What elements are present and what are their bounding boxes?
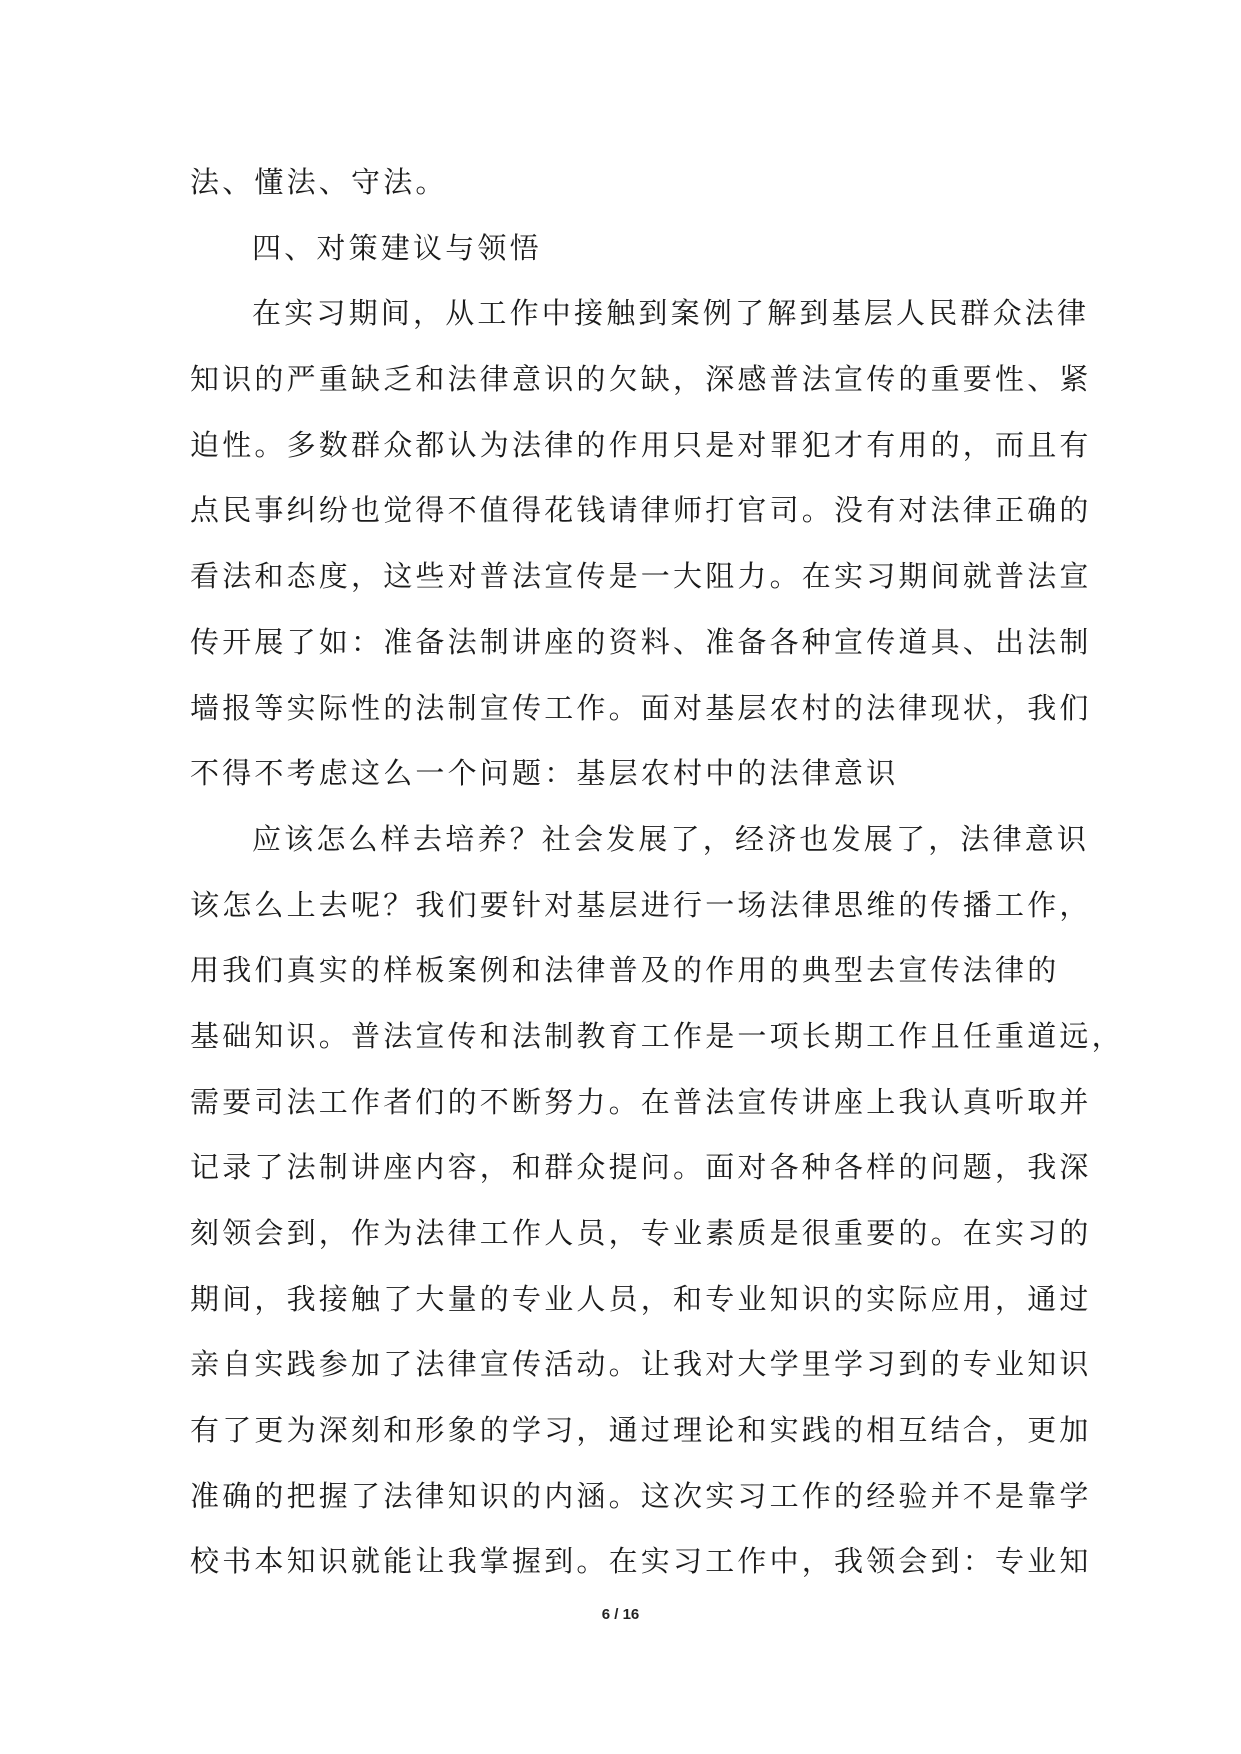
body-text	[190, 150, 1124, 1595]
text-line: 校书本知识就能让我掌握到。在实习工作中，我领会到：专业知	[190, 1544, 1092, 1579]
text-line: 迫性。多数群众都认为法律的作用只是对罪犯才有用的，而且有	[190, 427, 1092, 462]
text-line: 点民事纠纷也觉得不值得花钱请律师打官司。没有对法律正确的	[190, 493, 1092, 528]
text-line: 知识的严重缺乏和法律意识的欠缺，深感普法宣传的重要性、紧	[190, 362, 1092, 397]
text-line: 看法和态度，这些对普法宣传是一大阻力。在实习期间就普法宣	[190, 559, 1092, 594]
text-line: 法、懂法、守法。	[190, 165, 448, 199]
text-line: 传开展了如：准备法制讲座的资料、准备各种宣传道具、出法制	[190, 624, 1092, 659]
section-heading: 四、对策建议与领悟	[252, 230, 542, 265]
text-line: 记录了法制讲座内容，和群众提问。面对各种各样的问题，我深	[190, 1150, 1092, 1185]
text-line: 基础知识。普法宣传和法制教育工作是一项长期工作且任重道远，	[190, 1018, 1124, 1053]
text-line: 该怎么上去呢？我们要针对基层进行一场法律思维的传播工作，	[190, 887, 1092, 922]
text-line: 刻领会到，作为法律工作人员，专业素质是很重要的。在实习的	[190, 1216, 1092, 1250]
text-line: 准确的把握了法律知识的内涵。这次实习工作的经验并不是靠学	[190, 1478, 1092, 1513]
text-line: 亲自实践参加了法律宣传活动。让我对大学里学习到的专业知识	[190, 1347, 1092, 1382]
text-line: 应该怎么样去培养？社会发展了，经济也发展了，法律意识	[252, 821, 1090, 856]
text-line: 不得不考虑这么一个问题：基层农村中的法律意识	[190, 756, 899, 791]
text-line: 期间，我接触了大量的专业人员，和专业知识的实际应用，通过	[190, 1281, 1092, 1316]
text-line: 用我们真实的样板案例和法律普及的作用的典型去宣传法律的	[190, 953, 1060, 988]
text-line: 有了更为深刻和形象的学习，通过理论和实践的相互结合，更加	[190, 1413, 1092, 1448]
text-line: 需要司法工作者们的不断努力。在普法宣传讲座上我认真听取并	[190, 1084, 1092, 1119]
page-number: 6 / 16	[601, 1606, 640, 1623]
text-line: 在实习期间，从工作中接触到案例了解到基层人民群众法律	[252, 296, 1090, 331]
text-line: 墙报等实际性的法制宣传工作。面对基层农村的法律现状，我们	[190, 690, 1092, 725]
